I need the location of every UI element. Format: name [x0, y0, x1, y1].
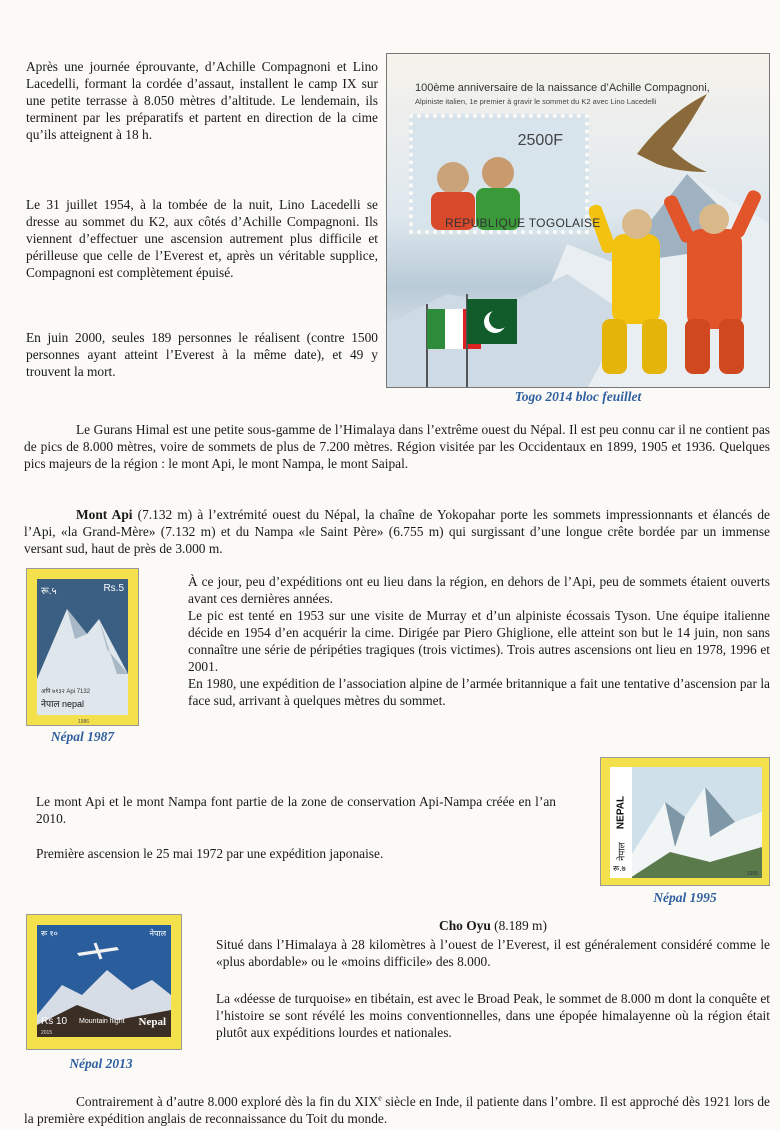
- stamp-2013-country: Nepal: [138, 1016, 166, 1028]
- final-paragraph: [24, 1093, 770, 1127]
- togo-souvenir-sheet: [386, 53, 770, 388]
- nepal-1987-caption: Népal 1987: [50, 729, 115, 744]
- togo-sheet-title: 100ème anniversaire de la naissance d’Achille Compagnoni,: [415, 82, 710, 94]
- final-text-start: Contrairement à d’autre 8.000 exploré dès la fin du XIX: [76, 1094, 379, 1109]
- stamp-1995-label: नेपाल: [616, 842, 627, 861]
- nepal-1995-stamp: [600, 757, 770, 886]
- nampa-paragraph-1: Le mont Api et le mont Nampa font partie de la zone de conservation Api-Nampa créée en l’an 2010.: [36, 794, 556, 826]
- nepal-2013-caption: Népal 2013: [69, 1056, 133, 1071]
- api-history-p1: À ce jour, peu d’expéditions ont eu lieu dans la région, en dehors de l’Api, peu de sommets étaient ouverts avant ces dernières années.: [188, 574, 770, 606]
- gurans-paragraph: Le Gurans Himal est une petite sous-gamme de l’Himalaya dans l’extrême ouest du Népal. Il est peu connu car il ne contient pas de pics de 8.000 mètres, voire de sommets de plus de 7.200 mètres. Région visitée par les Occidentaux en 1899, 1905 et 1936. Quelques pics majeurs de la région : le mont Api, le mont Nampa, le mont Saipal.: [24, 422, 770, 471]
- api-history-p3: En 1980, une expédition de l’association alpine de l’armée britannique a fait une tentative d’ascension par la face sud, arrivant à quelques mètres du sommet.: [188, 676, 770, 708]
- cho-oyu-name: Cho Oyu: [439, 918, 491, 933]
- stamp-1995-country: NEPAL: [615, 795, 627, 830]
- cho-oyu-paragraph-2: La «déesse de turquoise» en tibétain, est avec le Broad Peak, le sommet de 8.000 m dont la conquête et l’histoire se sont révélé les moins conventionnelles, dans une épopée himalayenne où la région était plutôt aux expéditions lourdes et nationales.: [216, 991, 770, 1040]
- api-history-p2: Le pic est tenté en 1953 sur une visite de Murray et d’un alpiniste écossais Tyson. Une équipe italienne décide en 1954 d’en acquérir la cime. Dirigée par Piero Ghiglione, elle atteint son but le 14 juin, non sans connaître une série de péripéties tragiques (trois victimes). Trois autres ascensions ont lieu en 1978, 1996 et 2001.: [188, 608, 770, 674]
- nepal-2013-stamp: [26, 914, 182, 1050]
- century-superscript: e: [378, 1093, 382, 1103]
- mont-api-name: Mont Api: [76, 507, 133, 522]
- stamp-1987-label: नेपाल nepal: [41, 699, 85, 709]
- stamp-2013-value: रू १०: [41, 929, 58, 938]
- stamp-2013-country-devanagari: नेपाल: [149, 929, 166, 938]
- stamp-1987-year: 1986: [77, 719, 90, 725]
- intro-paragraph-3: En juin 2000, seules 189 personnes le réalisent (contre 1500 personnes ayant atteint l’Everest à la même date), et 49 y trouvent la mort.: [26, 330, 378, 379]
- himalaya-range-illustration: [610, 767, 762, 878]
- togo-sheet-caption: Togo 2014 bloc feuillet: [514, 389, 642, 404]
- stamp-2013-year: 2015: [41, 1030, 53, 1036]
- cho-oyu-heading: [216, 917, 770, 934]
- stamp-1987-peak: अपि ७१३२ Api 7132: [41, 689, 91, 695]
- stamp-1987-value: रू.५: [41, 586, 57, 597]
- nampa-paragraph-2: Première ascension le 25 mai 1972 par une expédition japonaise.: [36, 846, 384, 861]
- stamp-2013-label: Mountain flight: [79, 1018, 125, 1025]
- togo-country: REPUBLIQUE TOGOLAISE: [445, 216, 601, 230]
- nepal-1995-caption: Népal 1995: [653, 890, 717, 905]
- mont-api-text: (7.132 m) à l’extrémité ouest du Népal, la chaîne de Yokopahar porte les sommets impressionnants et élancés de l’Api, «la Grand-Mère» (7.132 m) et du Nampa «le Saint Père» (6.755 m) qui surgissant d’une longue crête bordée par un immense versant sud, haut de près de 3.000 m.: [24, 507, 770, 556]
- stamp-1987-value-latin: Rs.5: [103, 583, 124, 594]
- stamp-2013-value-latin: Rs 10: [41, 1016, 68, 1027]
- final-text-end: siècle en Inde, il patiente dans l’ombre. Il est approché dès 1921 lors de la première expédition anglais de reconnaissance du Toit du monde.: [24, 1094, 770, 1126]
- intro-paragraph-2: Le 31 juillet 1954, à la tombée de la nuit, Lino Lacedelli se dresse au sommet du K2, aux côtés d’Achille Compagnoni. Ils viennent d’effectuer une ascension autrement plus difficile et périlleuse que celle de l’Everest et, après un véritable supplice, Compagnoni est complètement épuisé.: [26, 197, 378, 280]
- api-history: [188, 573, 770, 709]
- stamp-1995-value: रू.७: [613, 864, 626, 873]
- nepal-1987-stamp: [26, 568, 139, 726]
- cho-oyu-paragraph-1: Situé dans l’Himalaya à 28 kilomètres à l’ouest de l’Everest, il est généralement considéré comme le «plus abordable» ou le «moins difficile» des 8.000.: [216, 937, 770, 969]
- togo-sheet-subtitle: Alpiniste italien, 1e premier à gravir le sommet du K2 avec Lino Lacedelli: [415, 97, 657, 106]
- mont-api-paragraph: [24, 506, 770, 557]
- stamp-1995-year: 1995: [746, 871, 758, 877]
- togo-stamp-value: 2500F: [517, 132, 563, 149]
- intro-paragraph-1: Après une journée éprouvante, d’Achille Compagnoni et Lino Lacedelli, formant la cordée d’assaut, installent le camp IX sur une petite terrasse à 8.050 mètres d’altitude. Le lendemain, ils terminent par les préparatifs et partent en direction de la cime qu’ils atteignent à 18 h.: [26, 59, 378, 142]
- cho-oyu-altitude: (8.189 m): [490, 918, 547, 933]
